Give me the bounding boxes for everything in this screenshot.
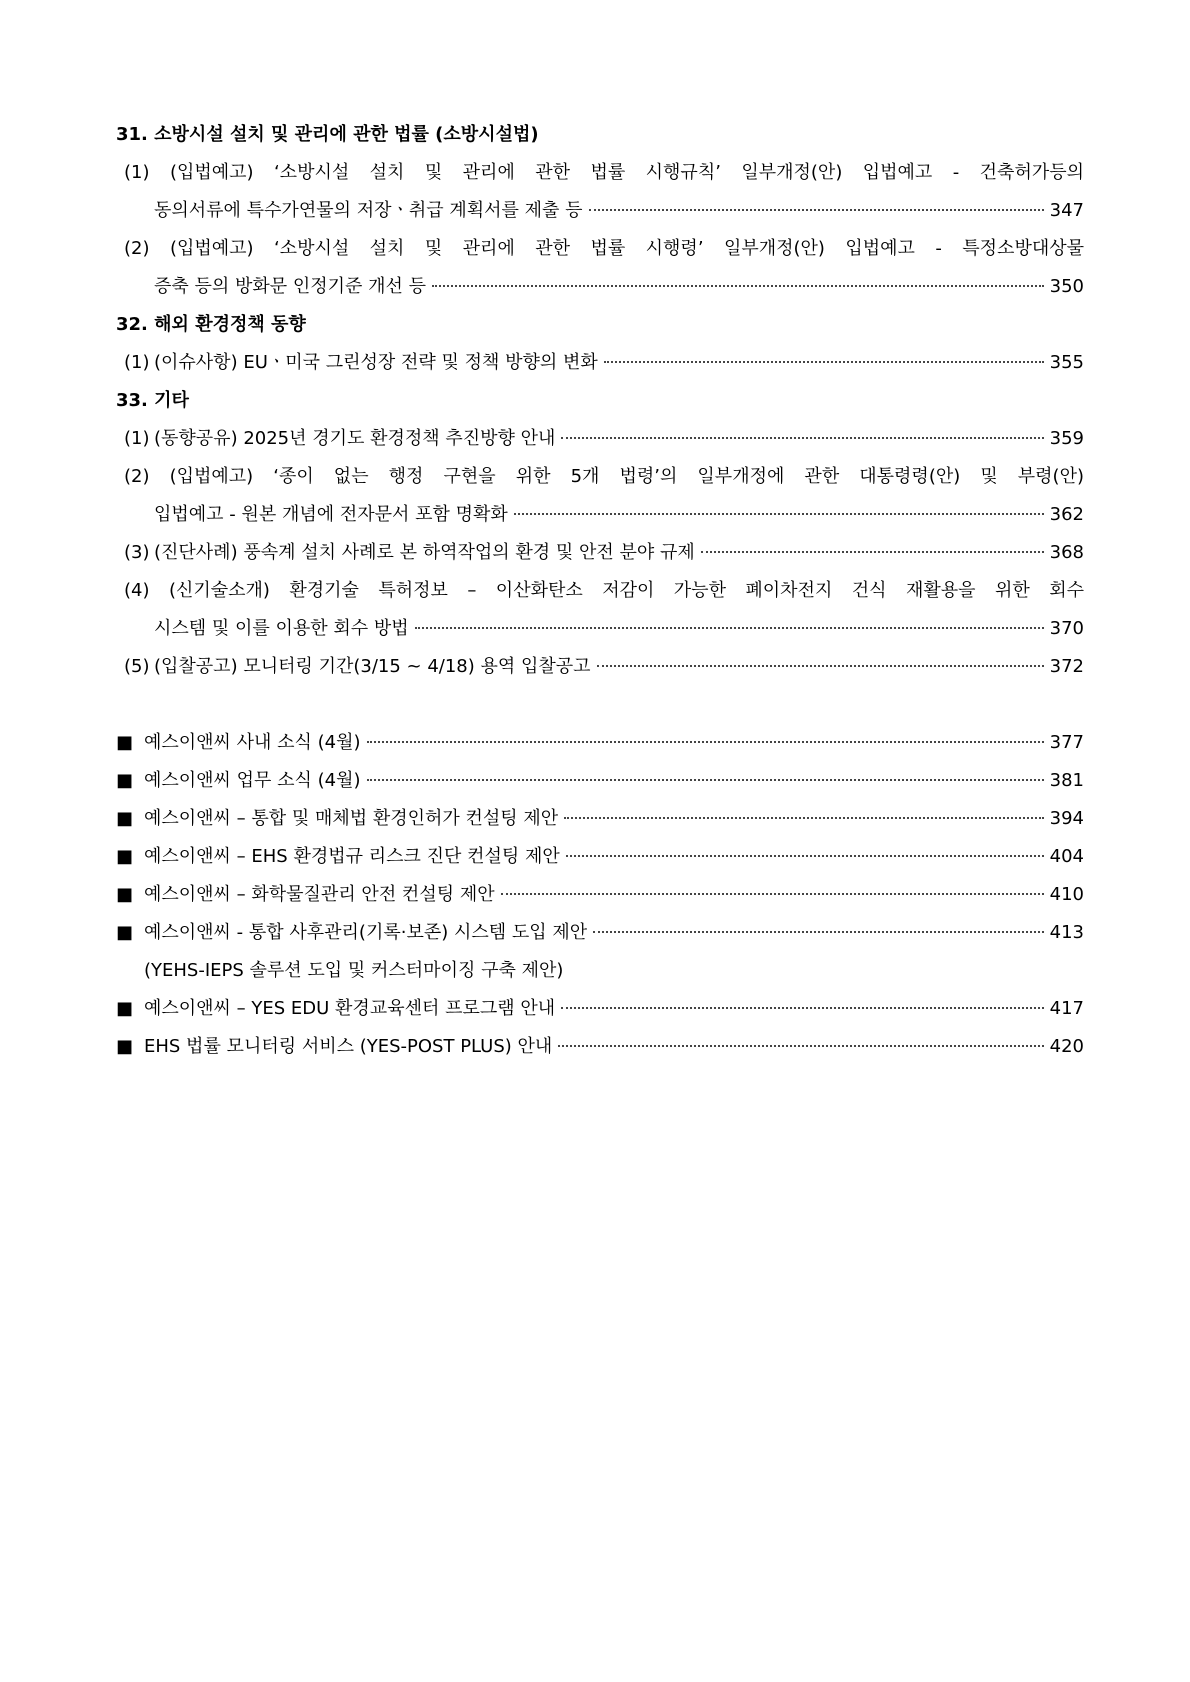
entry-number: (1) [124, 352, 150, 373]
page-number: 413 [1049, 922, 1084, 943]
dot-leader [561, 1007, 1044, 1009]
toc-entry-31-1-line1[interactable] [116, 154, 1084, 192]
square-bullet-icon: ■ [116, 846, 134, 867]
page-number: 355 [1049, 352, 1084, 373]
entry-text: (이슈사항) EUㆍ미국 그린성장 전략 및 정책 방향의 변화 [154, 352, 598, 373]
dot-leader [564, 817, 1043, 819]
section-heading-32: 32. 해외 환경정책 동향 [116, 314, 306, 335]
entry-text: 예스이앤씨 – YES EDU 환경교육센터 프로그램 안내 [144, 998, 556, 1019]
dot-leader [367, 741, 1044, 743]
entry-text: (입법예고) ‘소방시설 설치 및 관리에 관한 법률 시행규칙’ 일부개정(안) 입법예고 - 건축허가등의 [169, 162, 1084, 183]
entry-text: 예스이앤씨 – 화학물질관리 안전 컨설팅 제안 [144, 884, 495, 905]
entry-number: (4) [124, 580, 150, 601]
toc-bullet-7[interactable] [116, 990, 1084, 1028]
page-number: 372 [1049, 656, 1084, 677]
page-number: 404 [1049, 846, 1084, 867]
spacer [116, 686, 1084, 724]
page-number: 368 [1049, 542, 1084, 563]
table-of-contents [116, 116, 1084, 1066]
dot-leader [367, 779, 1044, 781]
square-bullet-icon: ■ [116, 922, 134, 943]
entry-number: (1) [124, 428, 150, 449]
entry-text: (입법예고) ‘소방시설 설치 및 관리에 관한 법률 시행령’ 일부개정(안) 입법예고 - 특정소방대상물 [169, 238, 1084, 259]
entry-text: 예스이앤씨 – 통합 및 매체법 환경인허가 컨설팅 제안 [144, 808, 559, 829]
toc-bullet-6[interactable] [116, 914, 1084, 952]
page-number: 377 [1049, 732, 1084, 753]
dot-leader [593, 931, 1044, 933]
entry-text: 시스템 및 이를 이용한 회수 방법 [154, 618, 409, 639]
entry-text: 예스이앤씨 – EHS 환경법규 리스크 진단 컨설팅 제안 [144, 846, 560, 867]
entry-number: (3) [124, 542, 150, 563]
toc-entry-33-4-line2[interactable] [116, 610, 1084, 648]
toc-entry-33-3[interactable] [116, 534, 1084, 572]
toc-entry-31-1-line2[interactable] [116, 192, 1084, 230]
entry-number: (2) [124, 466, 150, 487]
entry-text: 동의서류에 특수가연물의 저장ㆍ취급 계획서를 제출 등 [154, 200, 583, 221]
section-heading-33: 33. 기타 [116, 390, 189, 411]
entry-text: 입법예고 - 원본 개념에 전자문서 포함 명확화 [154, 504, 508, 525]
entry-text: (진단사례) 풍속계 설치 사례로 본 하역작업의 환경 및 안전 분야 규제 [154, 542, 695, 563]
page-number: 420 [1049, 1036, 1084, 1057]
square-bullet-icon: ■ [116, 998, 134, 1019]
dot-leader [501, 893, 1044, 895]
toc-bullet-6-note: (YEHS-IEPS 솔루션 도입 및 커스터마이징 구축 제안) [144, 960, 564, 981]
toc-bullet-2[interactable] [116, 762, 1084, 800]
square-bullet-icon: ■ [116, 732, 134, 753]
toc-entry-33-1[interactable] [116, 420, 1084, 458]
entry-text: 예스이앤씨 - 통합 사후관리(기록·보존) 시스템 도입 제안 [144, 922, 588, 943]
page-number: 381 [1049, 770, 1084, 791]
toc-entry-31-2-line2[interactable] [116, 268, 1084, 306]
dot-leader [415, 627, 1044, 629]
entry-text: 예스이앤씨 사내 소식 (4월) [144, 732, 361, 753]
toc-bullet-3[interactable] [116, 800, 1084, 838]
section-heading-31: 31. 소방시설 설치 및 관리에 관한 법률 (소방시설법) [116, 124, 539, 145]
toc-entry-31-2-line1[interactable] [116, 230, 1084, 268]
page-number: 370 [1049, 618, 1084, 639]
entry-text: (입법예고) ‘종이 없는 행정 구현을 위한 5개 법령’의 일부개정에 관한 대통령령(안) 및 부령(안) [169, 466, 1084, 487]
entry-text: EHS 법률 모니터링 서비스 (YES-POST PLUS) 안내 [144, 1036, 553, 1057]
toc-bullet-5[interactable] [116, 876, 1084, 914]
toc-entry-33-2-line2[interactable] [116, 496, 1084, 534]
toc-entry-33-2-line1[interactable] [116, 458, 1084, 496]
entry-text: 증축 등의 방화문 인정기준 개선 등 [154, 276, 427, 297]
toc-entry-33-4-line1[interactable] [116, 572, 1084, 610]
toc-bullet-1[interactable] [116, 724, 1084, 762]
entry-text: (입찰공고) 모니터링 기간(3/15 ~ 4/18) 용역 입찰공고 [154, 656, 591, 677]
square-bullet-icon: ■ [116, 884, 134, 905]
toc-entry-33-5[interactable] [116, 648, 1084, 686]
dot-leader [589, 209, 1044, 211]
entry-text: (신기술소개) 환경기술 특허정보 – 이산화탄소 저감이 가능한 폐이차전지 건식 재활용을 위한 회수 [168, 580, 1084, 601]
entry-text: (동향공유) 2025년 경기도 환경정책 추진방향 안내 [154, 428, 556, 449]
dot-leader [604, 361, 1044, 363]
page-number: 362 [1049, 504, 1084, 525]
entry-number: (2) [124, 238, 150, 259]
entry-number: (1) [124, 162, 150, 183]
dot-leader [432, 285, 1044, 287]
square-bullet-icon: ■ [116, 808, 134, 829]
dot-leader [566, 855, 1044, 857]
dot-leader [701, 551, 1044, 553]
toc-bullet-8[interactable] [116, 1028, 1084, 1066]
page-number: 394 [1049, 808, 1084, 829]
page-number: 417 [1049, 998, 1084, 1019]
dot-leader [561, 437, 1043, 439]
dot-leader [597, 665, 1044, 667]
page-number: 350 [1049, 276, 1084, 297]
toc-entry-32-1[interactable] [116, 344, 1084, 382]
entry-number: (5) [124, 656, 150, 677]
page-number: 410 [1049, 884, 1084, 905]
page-number: 359 [1049, 428, 1084, 449]
dot-leader [558, 1045, 1043, 1047]
entry-text: 예스이앤씨 업무 소식 (4월) [144, 770, 361, 791]
page-number: 347 [1049, 200, 1084, 221]
toc-bullet-4[interactable] [116, 838, 1084, 876]
square-bullet-icon: ■ [116, 770, 134, 791]
dot-leader [514, 513, 1044, 515]
square-bullet-icon: ■ [116, 1036, 134, 1057]
